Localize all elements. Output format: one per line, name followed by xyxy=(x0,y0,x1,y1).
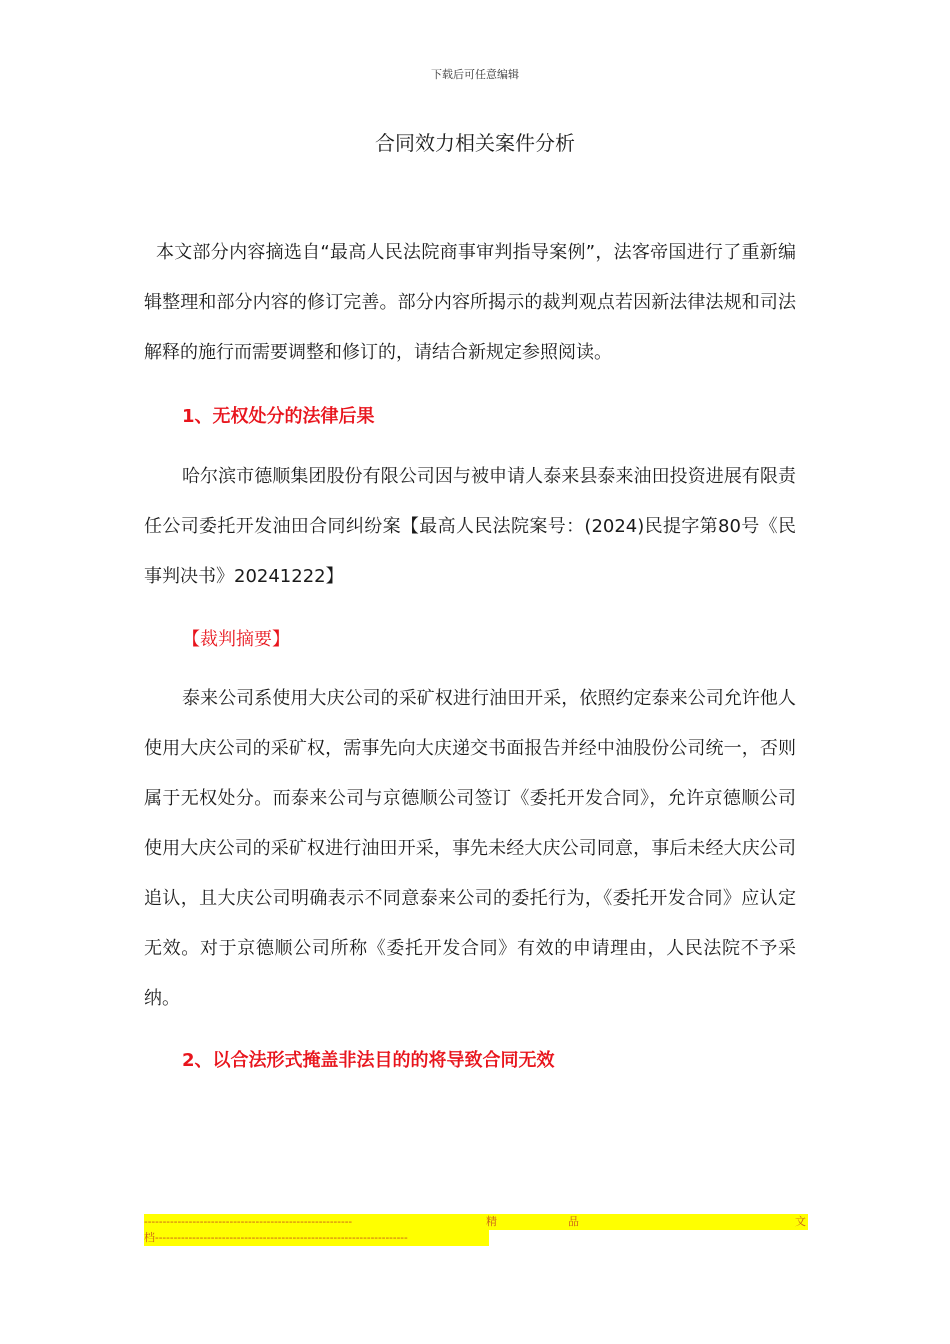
footer-word-2: 品 xyxy=(568,1215,579,1228)
footer-dashes: -------------------------------------------------------- xyxy=(144,1215,353,1228)
case-citation-paragraph: 哈尔滨市德顺集团股份有限公司因与被申请人泰来县泰来油田投资进展有限责任公司委托开发油田合同纠纷案【最高人民法院案号：(2024)民提字第80号《民事判决书》20241222】 xyxy=(144,466,796,587)
footer-watermark xyxy=(144,1214,808,1246)
footer-line-2: 档-------------------------------------------------------------------- xyxy=(144,1230,489,1246)
section-heading-1: 1、无权处分的法律后果 xyxy=(182,406,375,427)
footer-line-1 xyxy=(144,1214,808,1230)
header-note: 下载后可任意编辑 xyxy=(431,68,519,81)
footer-word-1: 精 xyxy=(486,1215,497,1228)
section-heading-2: 2、以合法形式掩盖非法目的的将导致合同无效 xyxy=(182,1050,555,1071)
intro-paragraph: 本文部分内容摘选自“最高人民法院商事审判指导案例”，法客帝国进行了重新编辑整理和部分内容的修订完善。部分内容所揭示的裁判观点若因新法律法规和司法解释的施行而需要调整和修订的，请结合新规定参照阅读。 xyxy=(144,242,796,363)
summary-paragraph: 泰来公司系使用大庆公司的采矿权进行油田开采，依照约定泰来公司允许他人使用大庆公司的采矿权，需事先向大庆递交书面报告并经中油股份公司统一，否则属于无权处分。而泰来公司与京德顺公司签订《委托开发合同》，允许京德顺公司使用大庆公司的采矿权进行油田开采，事先未经大庆公司同意，事后未经大庆公司追认，且大庆公司明确表示不同意泰来公司的委托行为，《委托开发合同》应认定无效。对于京德顺公司所称《委托开发合同》有效的申请理由，人民法院不予采纳。 xyxy=(144,688,796,1009)
footer-word-3: 文 xyxy=(795,1215,806,1228)
document-title: 合同效力相关案件分析 xyxy=(375,131,575,155)
summary-label: 【裁判摘要】 xyxy=(182,629,290,650)
